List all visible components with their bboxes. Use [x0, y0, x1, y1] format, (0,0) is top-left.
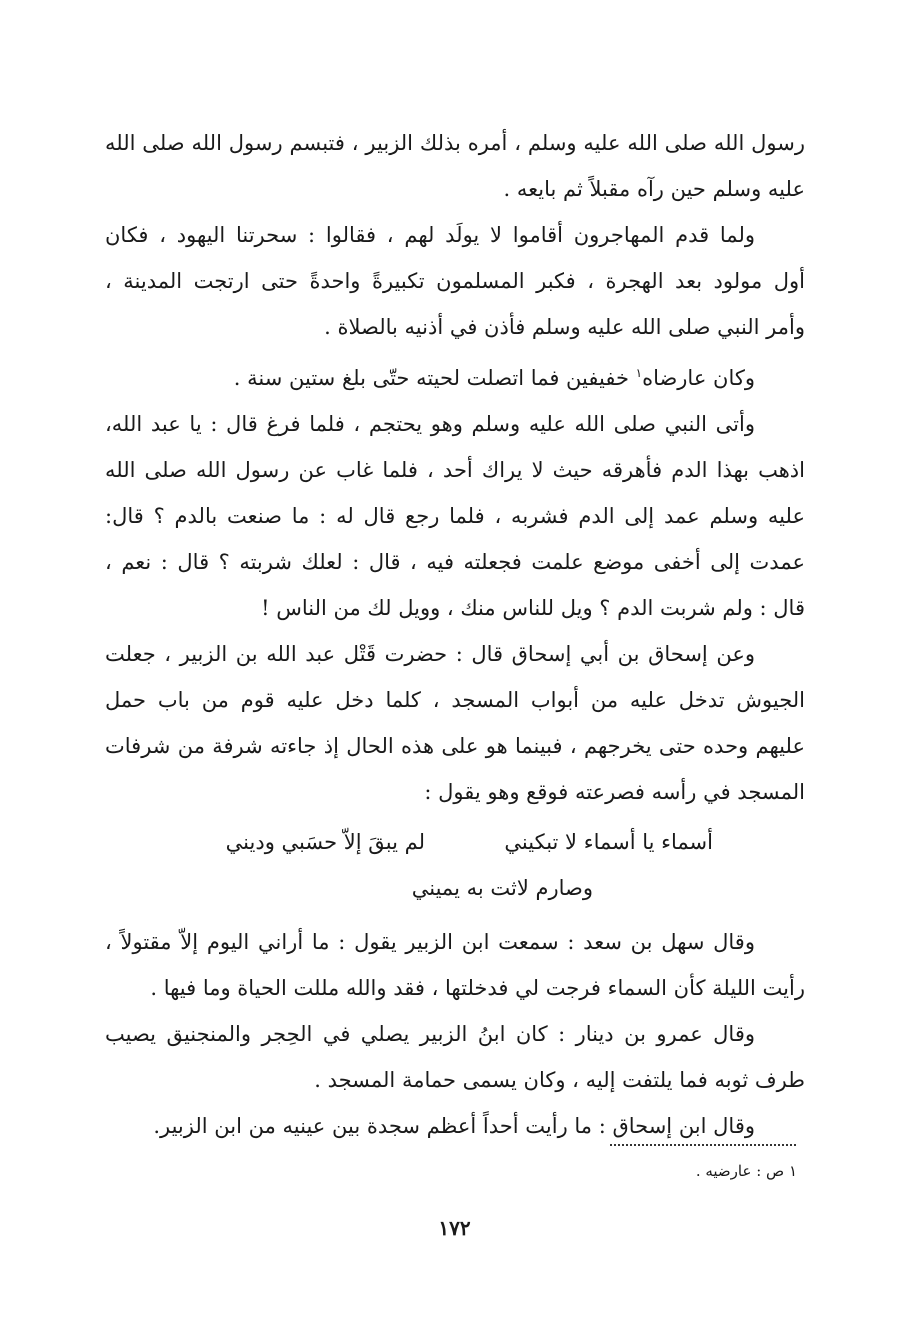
text-line: وعن إسحاق بن أبي إسحاق قال : حضرت قَتْل عبد الله بن الزبير ، جعلت	[105, 642, 755, 666]
paragraph-7	[105, 1011, 805, 1103]
text-line: الجيوش تدخل عليه من أبواب المسجد ، كلما دخل عليه قوم من باب حمل	[105, 688, 805, 712]
footnoted-text	[234, 366, 755, 390]
text-segment	[234, 366, 755, 390]
text-line: عليه وسلم عمد إلى الدم فشربه ، فلما رجع قال له : ما صنعت بالدم ؟ قال:	[105, 504, 805, 528]
verse-hemistich: أسماء يا أسماء لا تبكيني	[504, 830, 713, 854]
verse-line: وصارم لاثت به يميني	[411, 876, 593, 900]
text-segment: خفيفين فما اتصلت لحيته حتّى بلغ ستين سنة .	[233, 366, 636, 390]
text-line	[105, 350, 805, 401]
text-line: وقال ابن إسحاق : ما رأيت أحداً أعظم سجدة بين عينيه من ابن الزبير.	[153, 1114, 755, 1138]
text-line: اذهب بهذا الدم فأهرقه حيث لا يراك أحد ، فلما غاب عن رسول الله صلى الله	[105, 458, 805, 482]
text-line: وقال سهل بن سعد : سمعت ابن الزبير يقول : ما أراني اليوم إلاّ مقتولاً ،	[105, 930, 755, 954]
paragraph-5	[105, 631, 805, 815]
text-line: المسجد في رأسه فصرعته فوقع وهو يقول :	[424, 780, 805, 804]
text-segment: وكان عارضاه	[642, 366, 755, 390]
text-line: رسول الله صلى الله عليه وسلم ، أمره بذلك الزبير ، فتبسم رسول الله صلى الله	[105, 131, 805, 155]
footnote: ١ ص : عارضيه .	[695, 1162, 797, 1180]
text-line: طرف ثوبه فما يلتفت إليه ، وكان يسمى حمامة المسجد .	[314, 1068, 805, 1092]
text-line: قال : ولم شربت الدم ؟ ويل للناس منك ، وويل لك من الناس !	[261, 596, 805, 620]
paragraph-3	[105, 350, 805, 401]
text-line: عليه وسلم حين رآه مقبلاً ثم بايعه .	[503, 177, 805, 201]
footnote-marker: ١	[635, 366, 643, 380]
text-line: وقال عمرو بن دينار : كان ابنُ الزبير يصلي في الحِجر والمنجنيق يصيب	[105, 1022, 755, 1046]
text-line: وأمر النبي صلى الله عليه وسلم فأذن في أذنيه بالصلاة .	[324, 315, 805, 339]
text-line: وأتى النبي صلى الله عليه وسلم وهو يحتجم ، فلما فرغ قال : يا عبد الله،	[105, 412, 755, 436]
text-line: رأيت الليلة كأن السماء فرجت لي فدخلتها ، فقد والله مللت الحياة وما فيها .	[150, 976, 805, 1000]
paragraph-1	[105, 120, 805, 212]
poem-verse	[105, 819, 805, 911]
text-line: عليهم وحده حتى يخرجهم ، فبينما هو على هذه الحال إذ جاءته شرفة من شرفات	[105, 734, 805, 758]
text-line: عمدت إلى أخفى موضع علمت فجعلته فيه ، قال : لعلك شربته ؟ قال : نعم ،	[105, 550, 805, 574]
paragraph-6	[105, 919, 805, 1011]
page-number: ١٧٢	[438, 1216, 471, 1240]
paragraph-4	[105, 401, 805, 631]
paragraph-2	[105, 212, 805, 350]
text-line: أول مولود بعد الهجرة ، فكبر المسلمون تكبيرةً واحدةً حتى ارتجت المدينة ،	[105, 269, 805, 293]
paragraph-8	[105, 1103, 805, 1149]
footnote-divider	[610, 1144, 796, 1146]
text-line: ولما قدم المهاجرون أقاموا لا يولَد لهم ، فقالوا : سحرتنا اليهود ، فكان	[105, 223, 755, 247]
main-text	[105, 120, 805, 1149]
verse-hemistich: لم يبقَ إلاّ حسَبي وديني	[225, 830, 425, 854]
